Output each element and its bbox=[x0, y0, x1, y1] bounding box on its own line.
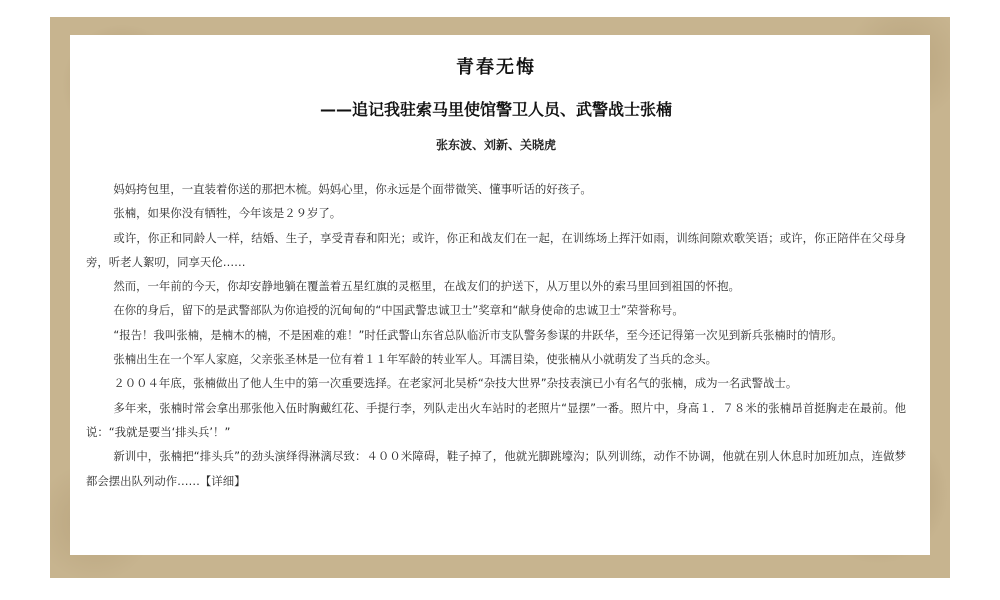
article-title: 青春无悔 bbox=[456, 57, 536, 78]
paragraph: 多年来，张楠时常会拿出那张他入伍时胸戴红花、手提行李，列队走出火车站时的老照片“显摆”一番。照片中，身高１．７８米的张楠昂首挺胸走在最前。他说：“我就是要当‘排头兵’！” bbox=[86, 400, 906, 439]
paragraph: 在你的身后，留下的是武警部队为你追授的沉甸甸的“中国武警忠诚卫士”奖章和“献身使命的忠诚卫士”荣誉称号。 bbox=[113, 303, 684, 318]
article-body bbox=[86, 177, 906, 493]
paragraph-last-text: 新训中，张楠把“排头兵”的劲头演绎得淋漓尽致：４００米障碍，鞋子掉了，他就光脚跳壕沟；队列训练，动作不协调，他就在别人休息时加班加点，连做梦都会摆出队列动作…… bbox=[86, 449, 906, 488]
paragraph: 妈妈挎包里，一直装着你送的那把木梳。妈妈心里，你永远是个面带微笑、懂事听话的好孩子。 bbox=[113, 182, 592, 196]
detail-link[interactable]: 【详细】 bbox=[199, 473, 246, 488]
paragraph: ２００４年底，张楠做出了他人生中的第一次重要选择。在老家河北吴桥“杂技大世界”杂技表演已小有名气的张楠，成为一名武警战士。 bbox=[113, 376, 798, 391]
article-subtitle: ——追记我驻索马里使馆警卫人员、武警战士张楠 bbox=[319, 100, 672, 119]
paragraph: 张楠，如果你没有牺牲，今年该是２９岁了。 bbox=[113, 206, 342, 221]
article-paper bbox=[70, 35, 930, 555]
paragraph: “报告！我叫张楠，是楠木的楠，不是困难的难！”时任武警山东省总队临沂市支队警务参谋的井跃华，至今还记得第一次见到新兵张楠时的情形。 bbox=[113, 327, 843, 342]
paragraph: 然而，一年前的今天，你却安静地躺在覆盖着五星红旗的灵柩里，在战友们的护送下，从万里以外的索马里回到祖国的怀抱。 bbox=[113, 279, 740, 294]
paragraph: 张楠出生在一个军人家庭，父亲张圣林是一位有着１１年军龄的转业军人。耳濡目染，使张楠从小就萌发了当兵的念头。 bbox=[113, 352, 718, 367]
paragraph: 或许，你正和同龄人一样，结婚、生子，享受青春和阳光；或许，你正和战友们在一起，在训练场上挥汗如雨，训练间隙欢歌笑语；或许，你正陪伴在父母身旁，听老人絮叨，同享天伦…… bbox=[86, 230, 906, 269]
article-authors: 张东波、刘新、关晓虎 bbox=[435, 138, 556, 152]
paragraph-last bbox=[86, 444, 906, 493]
